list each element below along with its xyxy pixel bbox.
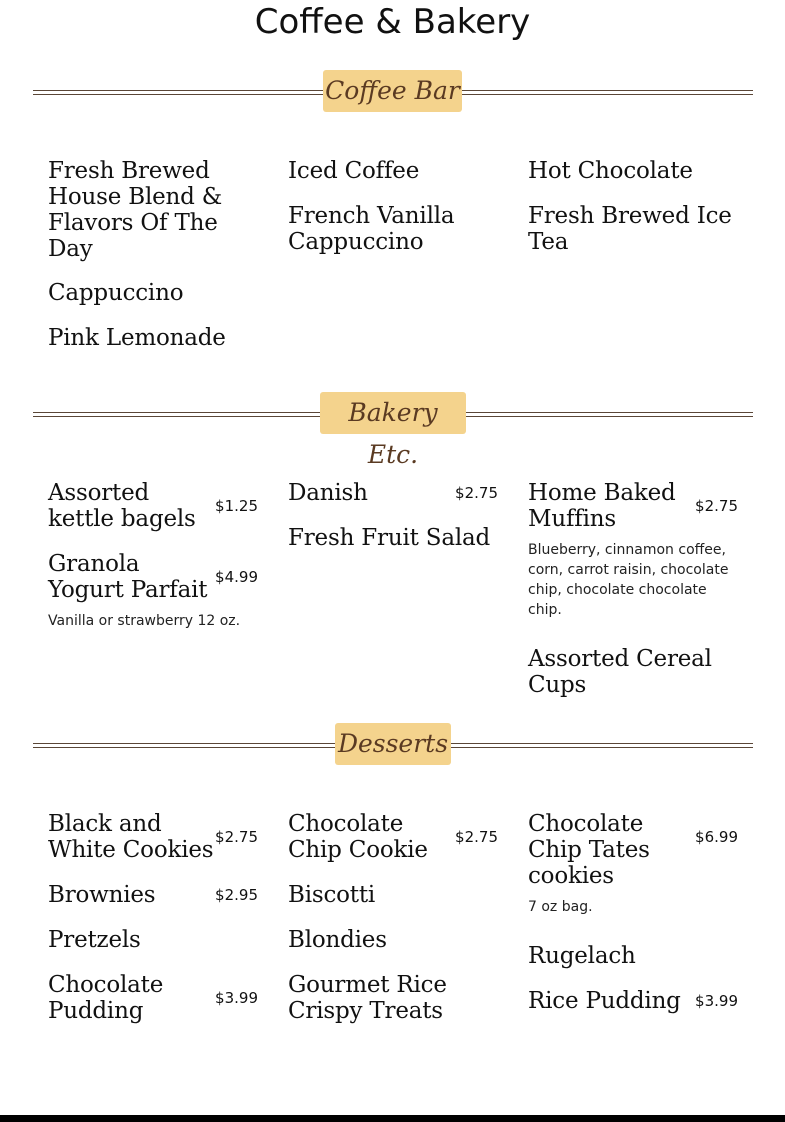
section-title-coffee: Coffee Bar xyxy=(323,70,462,112)
menu-item xyxy=(48,158,258,262)
menu-item xyxy=(528,480,738,626)
menu-item xyxy=(288,525,498,551)
item-name: Rice Pudding xyxy=(528,988,681,1014)
menu-item xyxy=(528,158,738,184)
item-name: Fresh Brewed Ice Tea xyxy=(528,203,732,255)
menu-item xyxy=(528,203,738,255)
coffee-column-1 xyxy=(48,158,258,367)
section-header-bakery xyxy=(33,392,753,469)
menu-item xyxy=(48,280,258,306)
menu-item xyxy=(48,811,258,863)
item-name: Brownies xyxy=(48,882,156,908)
page-title: Coffee & Bakery xyxy=(254,2,531,42)
section-title-desserts: Desserts xyxy=(335,723,451,765)
section-title-bakery: Bakery Etc. xyxy=(320,392,466,434)
item-price: $2.75 xyxy=(455,484,498,502)
item-name: Rugelach xyxy=(528,943,636,969)
bottom-border xyxy=(0,1115,785,1122)
item-name: Home Baked Muffins xyxy=(528,480,676,532)
menu-item xyxy=(288,480,498,506)
item-price: $1.25 xyxy=(215,497,258,515)
menu-item xyxy=(528,943,738,969)
item-price: $2.75 xyxy=(695,497,738,515)
section-header-desserts xyxy=(33,723,753,767)
item-name: Biscotti xyxy=(288,882,376,908)
item-price: $6.99 xyxy=(695,828,738,846)
item-name: Chocolate Chip Cookie xyxy=(288,811,428,863)
menu-item xyxy=(288,811,498,863)
item-name: Assorted kettle bagels xyxy=(48,480,196,532)
item-name: Chocolate Pudding xyxy=(48,972,164,1024)
item-price: $2.95 xyxy=(215,886,258,904)
menu-item xyxy=(48,927,258,953)
desserts-column-3 xyxy=(528,811,738,1030)
coffee-column-3 xyxy=(528,158,738,271)
item-price: $3.99 xyxy=(695,992,738,1010)
menu-item xyxy=(288,972,498,1024)
desserts-column-2 xyxy=(288,811,498,1040)
item-price: $2.75 xyxy=(455,828,498,846)
menu-item xyxy=(48,972,258,1024)
item-name: Iced Coffee xyxy=(288,158,420,184)
item-name: Gourmet Rice Crispy Treats xyxy=(288,972,447,1024)
coffee-column-2 xyxy=(288,158,498,271)
menu-item xyxy=(288,927,498,953)
item-name: Pretzels xyxy=(48,927,141,953)
desserts-column-1 xyxy=(48,811,258,1040)
bakery-column-2 xyxy=(288,480,498,567)
section-header-coffee xyxy=(33,70,753,114)
menu-item xyxy=(528,988,738,1014)
bakery-column-1 xyxy=(48,480,258,653)
menu-item xyxy=(288,203,498,255)
item-name: Fresh Brewed House Blend & Flavors Of The Day xyxy=(48,158,223,262)
menu-item xyxy=(48,551,258,637)
item-name: Black and White Cookies xyxy=(48,811,214,863)
menu-item xyxy=(48,882,258,908)
item-name: Danish xyxy=(288,480,368,506)
item-name: Cappuccino xyxy=(48,280,184,306)
item-description: Blueberry, cinnamon coffee, corn, carrot raisin, chocolate chip, chocolate chocolate chip. xyxy=(528,542,729,618)
menu-item xyxy=(288,882,498,908)
menu-item xyxy=(288,158,498,184)
item-name: Pink Lemonade xyxy=(48,325,226,351)
item-description: Vanilla or strawberry 12 oz. xyxy=(48,613,241,629)
item-name: Granola Yogurt Parfait xyxy=(48,551,208,603)
item-price: $3.99 xyxy=(215,989,258,1007)
item-name: French Vanilla Cappuccino xyxy=(288,203,455,255)
item-price: $2.75 xyxy=(215,828,258,846)
menu-item xyxy=(48,325,258,351)
item-name: Fresh Fruit Salad xyxy=(288,525,491,551)
item-name: Hot Chocolate xyxy=(528,158,693,184)
menu-item xyxy=(528,811,738,923)
item-name: Blondies xyxy=(288,927,387,953)
menu-item xyxy=(528,646,738,698)
item-price: $4.99 xyxy=(215,568,258,586)
item-name: Chocolate Chip Tates cookies xyxy=(528,811,650,889)
item-name: Assorted Cereal Cups xyxy=(528,646,712,698)
menu-item xyxy=(48,480,258,532)
bakery-column-3 xyxy=(528,480,738,714)
item-description: 7 oz bag. xyxy=(528,899,593,915)
